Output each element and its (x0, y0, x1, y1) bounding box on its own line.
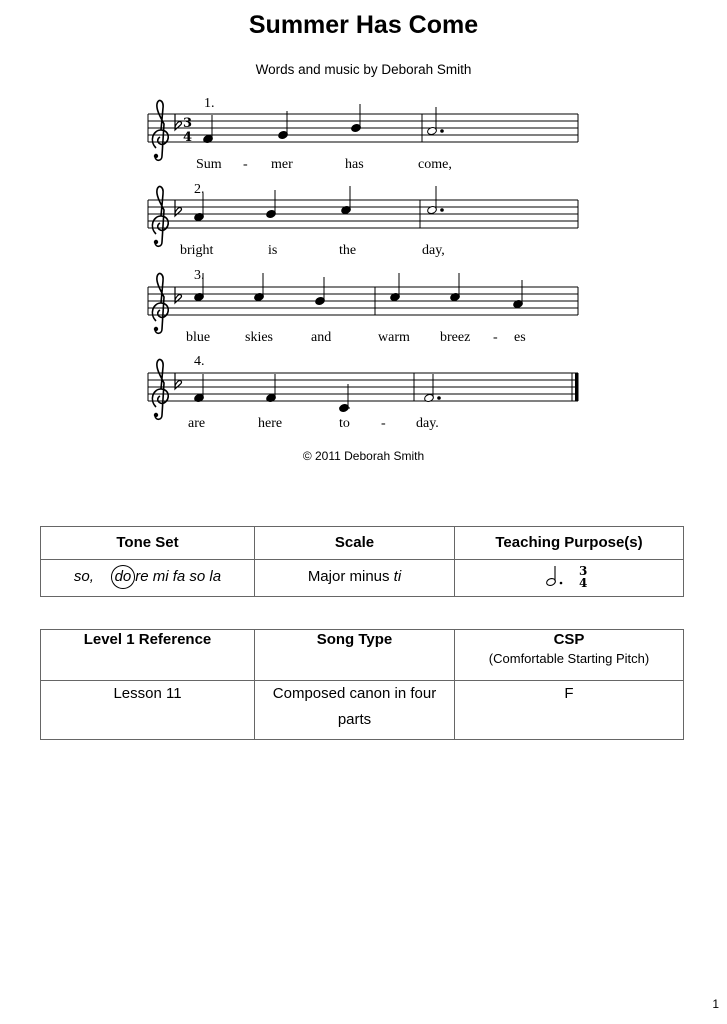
sheet-music (0, 0, 727, 445)
lyrics-2 (180, 243, 445, 258)
header-csp (455, 630, 684, 681)
lyric: day. (416, 416, 439, 431)
system-number: 2. (194, 182, 205, 197)
lyric: come, (418, 157, 452, 172)
header-song-type: Song Type (255, 630, 455, 681)
purpose-time-top: 3 (579, 564, 588, 579)
treble-clef-icon (152, 101, 168, 161)
lyrics-3 (186, 330, 526, 345)
tone-set-circled-do: do (111, 565, 136, 589)
lyric: Sum (196, 157, 222, 172)
time-sig-bottom: 4 (183, 130, 193, 145)
header-level-reference: Level 1 Reference (41, 630, 255, 681)
lyric: bright (180, 243, 214, 258)
treble-clef-icon (152, 187, 168, 247)
purpose-time-bottom: 4 (579, 576, 588, 591)
csp-subheader: (Comfortable Starting Pitch) (488, 651, 650, 666)
lyric: day, (422, 243, 445, 258)
song-type-value: Composed canon in four parts (255, 681, 455, 740)
page-number: 1 (712, 997, 719, 1011)
lyric: to (339, 416, 350, 431)
lyric: breez (440, 330, 471, 345)
copyright-notice: © 2011 Deborah Smith (302, 449, 425, 463)
treble-clef-icon (152, 274, 168, 334)
staff-system-2 (148, 182, 578, 258)
header-scale: Scale (255, 527, 455, 560)
system-number: 1. (204, 96, 215, 111)
lyric: has (345, 157, 364, 172)
song-credit: Words and music by Deborah Smith (255, 62, 472, 77)
lyric: - (243, 157, 248, 172)
info-table-2 (40, 629, 684, 740)
lyric: - (381, 416, 386, 431)
lyrics-1 (196, 157, 452, 172)
teaching-purpose-cell (455, 560, 684, 597)
lyric: warm (378, 330, 410, 345)
lyric: is (268, 243, 278, 258)
staff-system-4 (148, 354, 579, 431)
tone-set-prefix: so, (73, 568, 94, 585)
dotted-half-note-icon (539, 563, 599, 591)
csp-label: CSP (553, 631, 585, 648)
staff-system-3 (148, 268, 578, 345)
tone-set-rest: re mi fa so la (135, 568, 222, 585)
header-tone-set: Tone Set (41, 527, 255, 560)
time-sig-top: 3 (183, 116, 193, 131)
song-title: Summer Has Come (248, 11, 479, 39)
lyric: and (311, 330, 332, 345)
csp-value: F (455, 681, 684, 740)
lyric: the (339, 243, 357, 258)
scale-italic: ti (393, 568, 402, 585)
lyric: skies (245, 330, 273, 345)
system-number: 3. (194, 268, 205, 283)
lyric: blue (186, 330, 211, 345)
treble-clef-icon (152, 360, 168, 420)
scale-text: Major minus (307, 568, 394, 585)
header-teaching-purpose: Teaching Purpose(s) (455, 527, 684, 560)
tone-set-cell (41, 560, 255, 597)
lyric: - (493, 330, 498, 345)
lyric: es (514, 330, 526, 345)
lyrics-4 (188, 416, 439, 431)
lyric: mer (271, 157, 293, 172)
staff-system-1 (148, 96, 578, 172)
level-reference-value: Lesson 11 (41, 681, 255, 740)
scale-cell (255, 560, 455, 597)
info-table-1 (40, 526, 684, 597)
lyric: here (258, 416, 283, 431)
lyric: are (188, 416, 206, 431)
system-number: 4. (194, 354, 205, 369)
